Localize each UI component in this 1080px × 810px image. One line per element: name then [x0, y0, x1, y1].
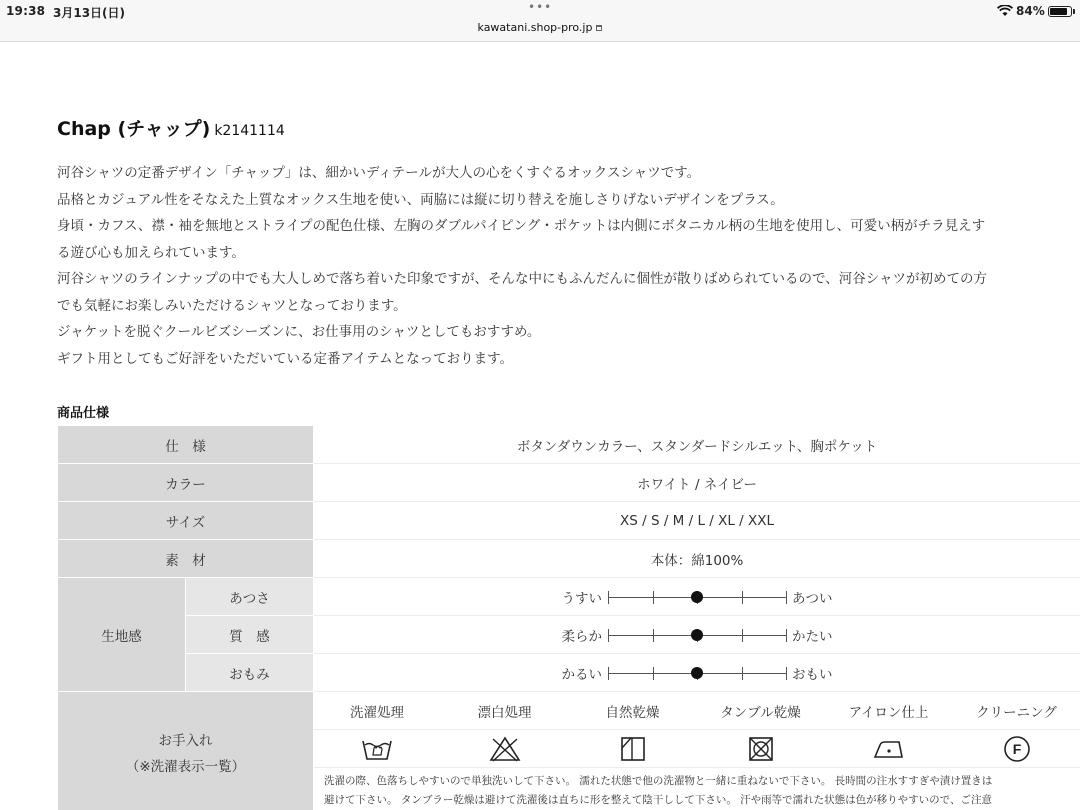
line-dry-icon: [620, 736, 646, 762]
scale-tick: [786, 629, 787, 642]
description-line: でも気軽にお楽しみいただけるシャツとなっております。: [57, 297, 407, 314]
spec-label: サイズ: [58, 502, 314, 540]
scale-high-label: おもい: [792, 666, 833, 683]
description-line: 品格とカジュアル性をそなえた上質なオックス生地を使い、両脇には縦に切り替えを施しさりげないデザインをプラス。: [57, 191, 784, 208]
care-header: タンブル乾燥: [697, 692, 825, 730]
care-header: 洗濯処理: [314, 692, 441, 730]
care-header: クリーニング: [953, 692, 1080, 730]
care-icon-cell: [569, 730, 697, 768]
scale-marker: [691, 629, 703, 641]
scale-tick: [653, 667, 654, 680]
fabric-scale-cell: [314, 578, 1080, 616]
scale-tick: [742, 629, 743, 642]
scale-tick: [608, 629, 609, 642]
care-header: 自然乾燥: [569, 692, 697, 730]
battery-percent: 84%: [1016, 4, 1045, 18]
spec-label: カラー: [58, 464, 314, 502]
spec-heading: 商品仕様: [57, 406, 110, 421]
scale-tick: [653, 591, 654, 604]
scale-low-label: うすい: [561, 590, 603, 607]
scale-low-label: かるい: [561, 666, 603, 683]
product-code: k2141114: [214, 123, 285, 139]
fabric-row: [58, 578, 1080, 616]
scale-tick: [786, 667, 787, 680]
spec-label: 仕 様: [58, 426, 314, 464]
care-icon-cell: [441, 730, 569, 768]
spec-value: 本体：綿100%: [314, 540, 1080, 578]
scale-marker: [691, 667, 703, 679]
lock-icon: [596, 25, 602, 31]
scale-high-label: かたい: [792, 628, 833, 645]
fabric-sub-label: おもみ: [186, 654, 314, 692]
no-bleach-icon: [489, 735, 521, 763]
description-line: ギフト用としてもご好評をいただいている定番アイテムとなっております。: [57, 350, 514, 367]
fabric-scale: [562, 625, 833, 645]
scale-tick: [742, 591, 743, 604]
wifi-icon: [997, 5, 1013, 17]
product-title: [57, 114, 285, 141]
spec-value: XS / S / M / L / XL / XXL: [314, 502, 1080, 540]
description-line: 身頃・カフス、襟・袖を無地とストライプの配色仕様、左胸のダブルパイピング・ポケットは内側にボタニカル柄の生地を使用し、可愛い柄がチラ見えす: [57, 218, 986, 234]
fabric-scale: [562, 663, 833, 683]
description-line: 河谷シャツの定番デザイン「チャップ」は、細かいディテールが大人の心をくすぐるオックスシャツです。: [57, 165, 701, 181]
care-header: 漂白処理: [441, 692, 569, 730]
description-line: ジャケットを脱ぐクールビズシーズンに、お仕事用のシャツとしてもおすすめ。: [57, 324, 541, 340]
care-note: [314, 768, 1080, 810]
scale-tick: [742, 667, 743, 680]
ios-status-bar: [0, 0, 1080, 42]
fabric-scale: [562, 587, 833, 607]
scale-track: [608, 590, 786, 604]
product-description: [57, 160, 1077, 372]
no-tumble-dry-icon: [748, 736, 774, 762]
fabric-scale-cell: [314, 616, 1080, 654]
care-icon-cell: [953, 730, 1080, 768]
fabric-row: [58, 654, 1080, 692]
fabric-sub-label: 質 感: [186, 616, 314, 654]
spec-table: [57, 425, 1080, 810]
status-time: 19:38: [6, 4, 46, 18]
spec-value: ボタンダウンカラー、スタンダードシルエット、胸ポケット: [314, 426, 1080, 464]
care-note-line: 避けて下さい。 タンブラー乾燥は避けて洗濯後は直ちに形を整えて陰干しして下さい。 汗や雨等で濡れた状態は色が移りやすいので、ご注意: [324, 794, 992, 806]
care-sublabel: （※洗濯表示一覧）: [125, 758, 246, 775]
care-icon-cell: [314, 730, 441, 768]
care-header: アイロン仕上: [825, 692, 953, 730]
spec-row: [58, 540, 1080, 578]
battery-cap: [1073, 9, 1075, 14]
spec-row: [58, 502, 1080, 540]
dry-clean-f-icon: [1003, 735, 1031, 763]
scale-tick: [608, 591, 609, 604]
status-date: 3月13日(日): [53, 6, 126, 20]
spec-row: [58, 464, 1080, 502]
battery-icon: [1048, 6, 1072, 17]
care-header-row: [58, 692, 1080, 730]
description-line: る遊び心も加えられています。: [57, 244, 245, 261]
svg-text:F: F: [1012, 740, 1021, 757]
scale-marker: [691, 591, 703, 603]
care-note-line: 洗濯の際、色落ちしやすいので単独洗いして下さい。 濡れた状態で他の洗濯物と一緒に重ねないで下さい。 長時間の注水すすぎや漬け置きは: [324, 775, 993, 787]
spec-value: ホワイト / ネイビー: [314, 464, 1080, 502]
scale-tick: [608, 667, 609, 680]
care-icon-cell: [825, 730, 953, 768]
battery-level-fill: [1050, 8, 1067, 15]
fabric-scale-cell: [314, 654, 1080, 692]
url-text: kawatani.shop-pro.jp: [477, 21, 593, 34]
fabric-row: [58, 616, 1080, 654]
fabric-label: 生地感: [58, 578, 186, 692]
care-label: お手入れ: [158, 732, 213, 749]
multitask-dots-icon[interactable]: •••: [528, 0, 553, 14]
scale-tick: [786, 591, 787, 604]
care-icon-cell: [697, 730, 825, 768]
scale-tick: [653, 629, 654, 642]
address-bar[interactable]: [0, 21, 1080, 34]
spec-label: 素 材: [58, 540, 314, 578]
fabric-sub-label: あつさ: [186, 578, 314, 616]
description-line: 河谷シャツのラインナップの中でも大人しめで落ち着いた印象ですが、そんな中にもふんだんに個性が散りばめられているので、河谷シャツが初めての方: [57, 271, 988, 287]
product-name: Chap (チャップ): [57, 118, 211, 140]
iron-low-icon: [872, 737, 906, 761]
scale-low-label: 柔らか: [561, 628, 603, 645]
care-label-cell: [58, 692, 314, 810]
scale-track: [608, 628, 786, 642]
scale-high-label: あつい: [792, 590, 833, 607]
wash-tub-icon: [360, 735, 394, 763]
scale-track: [608, 666, 786, 680]
spec-row: [58, 426, 1080, 464]
